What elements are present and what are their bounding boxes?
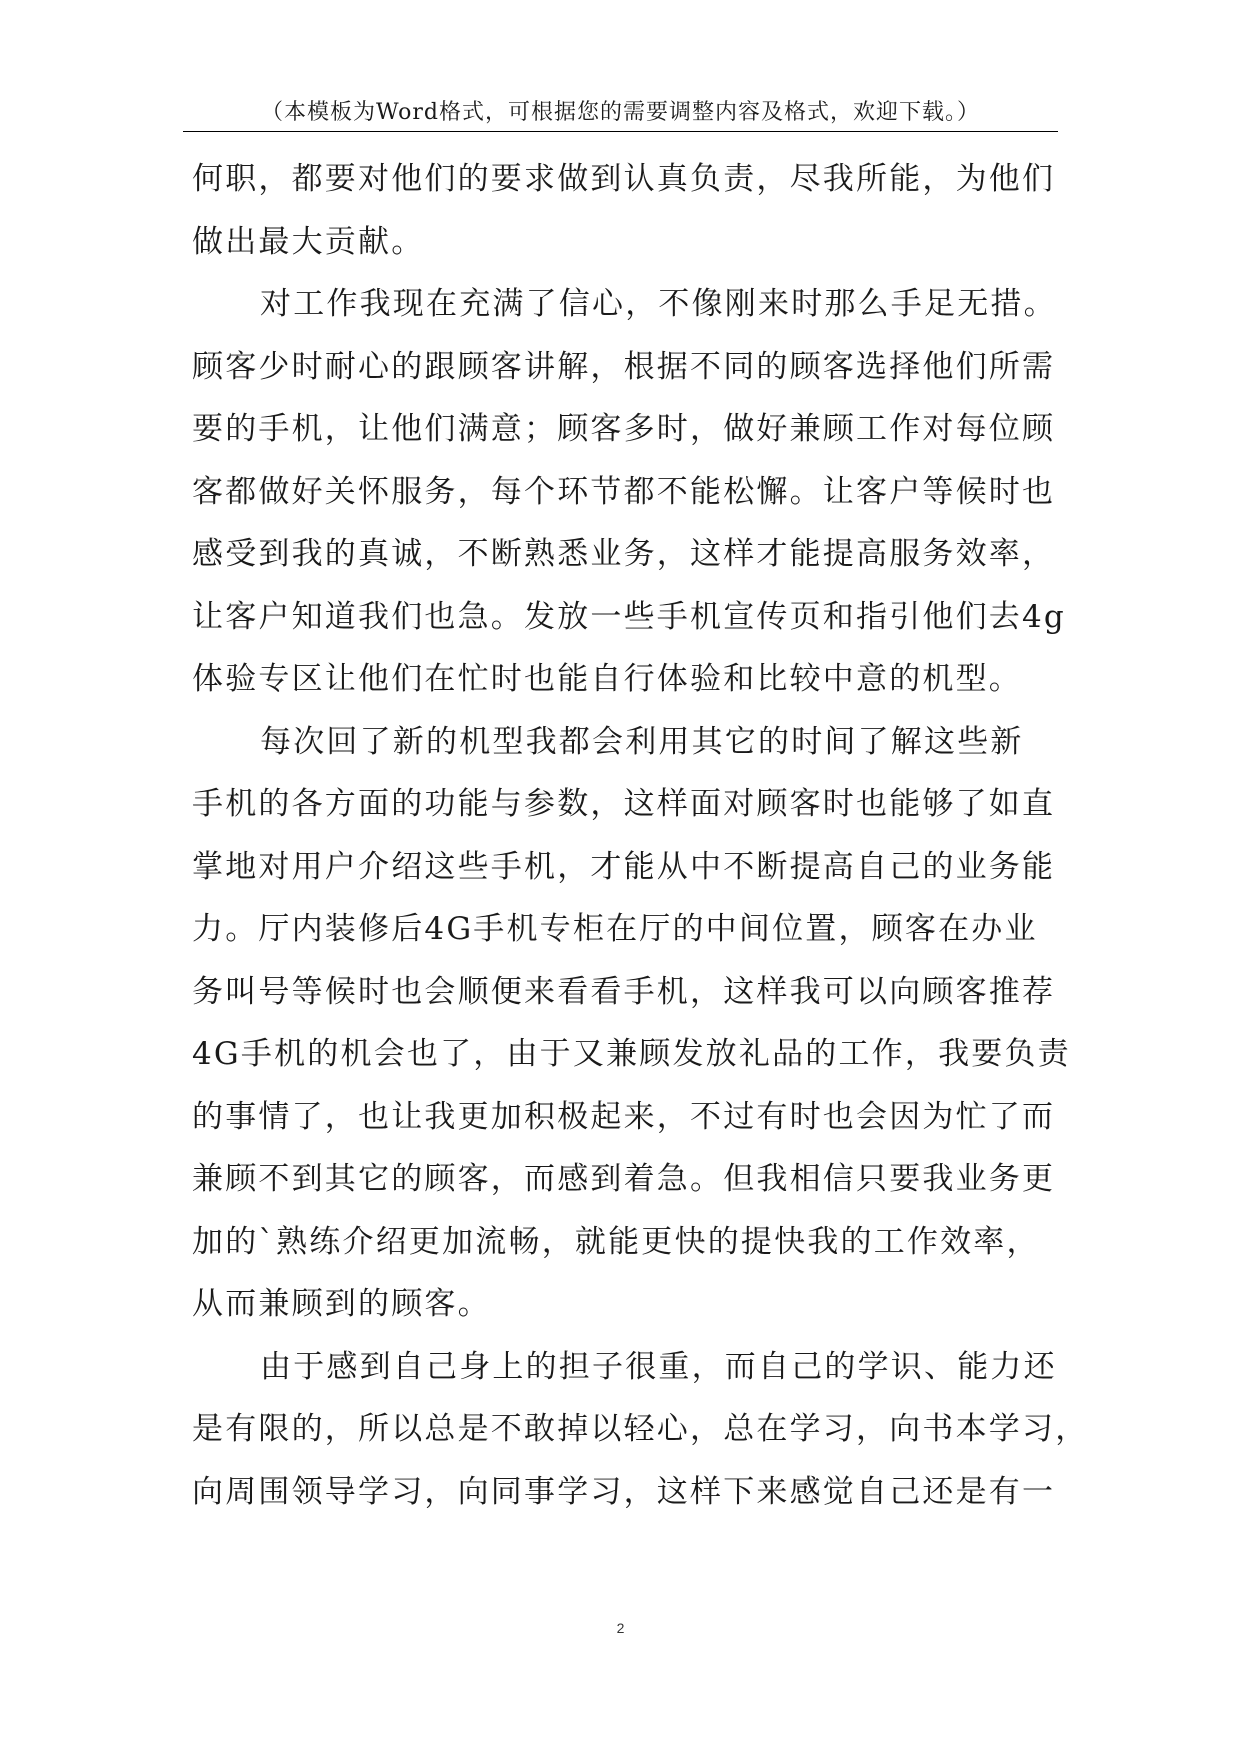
body-line: 顾客少时耐心的跟顾客讲解，根据不同的顾客选择他们所需 bbox=[192, 348, 1056, 385]
body-line: 向周围领导学习，向同事学习，这样下来感觉自己还是有一 bbox=[192, 1473, 1056, 1510]
body-line: 从而兼顾到的顾客。 bbox=[192, 1286, 491, 1322]
paragraph-start-line: 每次回了新的机型我都会利用其它的时间了解这些新 bbox=[260, 723, 1024, 760]
body-line: 力。厅内装修后4G手机专柜在厅的中间位置，顾客在办业 bbox=[192, 911, 1038, 947]
body-line: 做出最大贡献。 bbox=[192, 223, 425, 260]
body-line: 兼顾不到其它的顾客，而感到着急。但我相信只要我业务更 bbox=[192, 1161, 1056, 1197]
body-text bbox=[192, 148, 1089, 1523]
body-line: 务叫号等候时也会顺便来看看手机，这样我可以向顾客推荐 bbox=[192, 973, 1056, 1010]
body-line: 何职，都要对他们的要求做到认真负责，尽我所能，为他们 bbox=[192, 161, 1056, 197]
header-divider bbox=[183, 131, 1058, 132]
body-line: 体验专区让他们在忙时也能自行体验和比较中意的机型。 bbox=[192, 661, 1022, 697]
body-line: 让客户知道我们也急。发放一些手机宣传页和指引他们去4g bbox=[192, 598, 1066, 635]
page-number: 2 bbox=[616, 1620, 625, 1636]
body-line: 客都做好关怀服务，每个环节都不能松懈。让客户等候时也 bbox=[192, 473, 1056, 510]
header-note: （本模板为Word格式，可根据您的需要调整内容及格式，欢迎下载。） bbox=[261, 100, 980, 125]
body-line: 手机的各方面的功能与参数，这样面对顾客时也能够了如直 bbox=[192, 786, 1056, 822]
body-line: 4G手机的机会也了，由于又兼顾发放礼品的工作，我要负责 bbox=[192, 1036, 1071, 1072]
body-line: 的事情了，也让我更加积极起来，不过有时也会因为忙了而 bbox=[192, 1098, 1056, 1135]
paragraph-start-line: 对工作我现在充满了信心，不像刚来时那么手足无措。 bbox=[260, 286, 1057, 322]
body-line: 加的`熟练介绍更加流畅，就能更快的提快我的工作效率， bbox=[192, 1223, 1040, 1260]
body-line: 要的手机，让他们满意；顾客多时，做好兼顾工作对每位顾 bbox=[192, 411, 1056, 447]
body-line: 是有限的，所以总是不敢掉以轻心，总在学习，向书本学习， bbox=[192, 1411, 1089, 1447]
paragraph-start-line: 由于感到自己身上的担子很重，而自己的学识、能力还 bbox=[260, 1348, 1057, 1385]
body-line: 感受到我的真诚，不断熟悉业务，这样才能提高服务效率， bbox=[192, 536, 1056, 572]
body-line: 掌地对用户介绍这些手机，才能从中不断提高自己的业务能 bbox=[192, 848, 1056, 885]
